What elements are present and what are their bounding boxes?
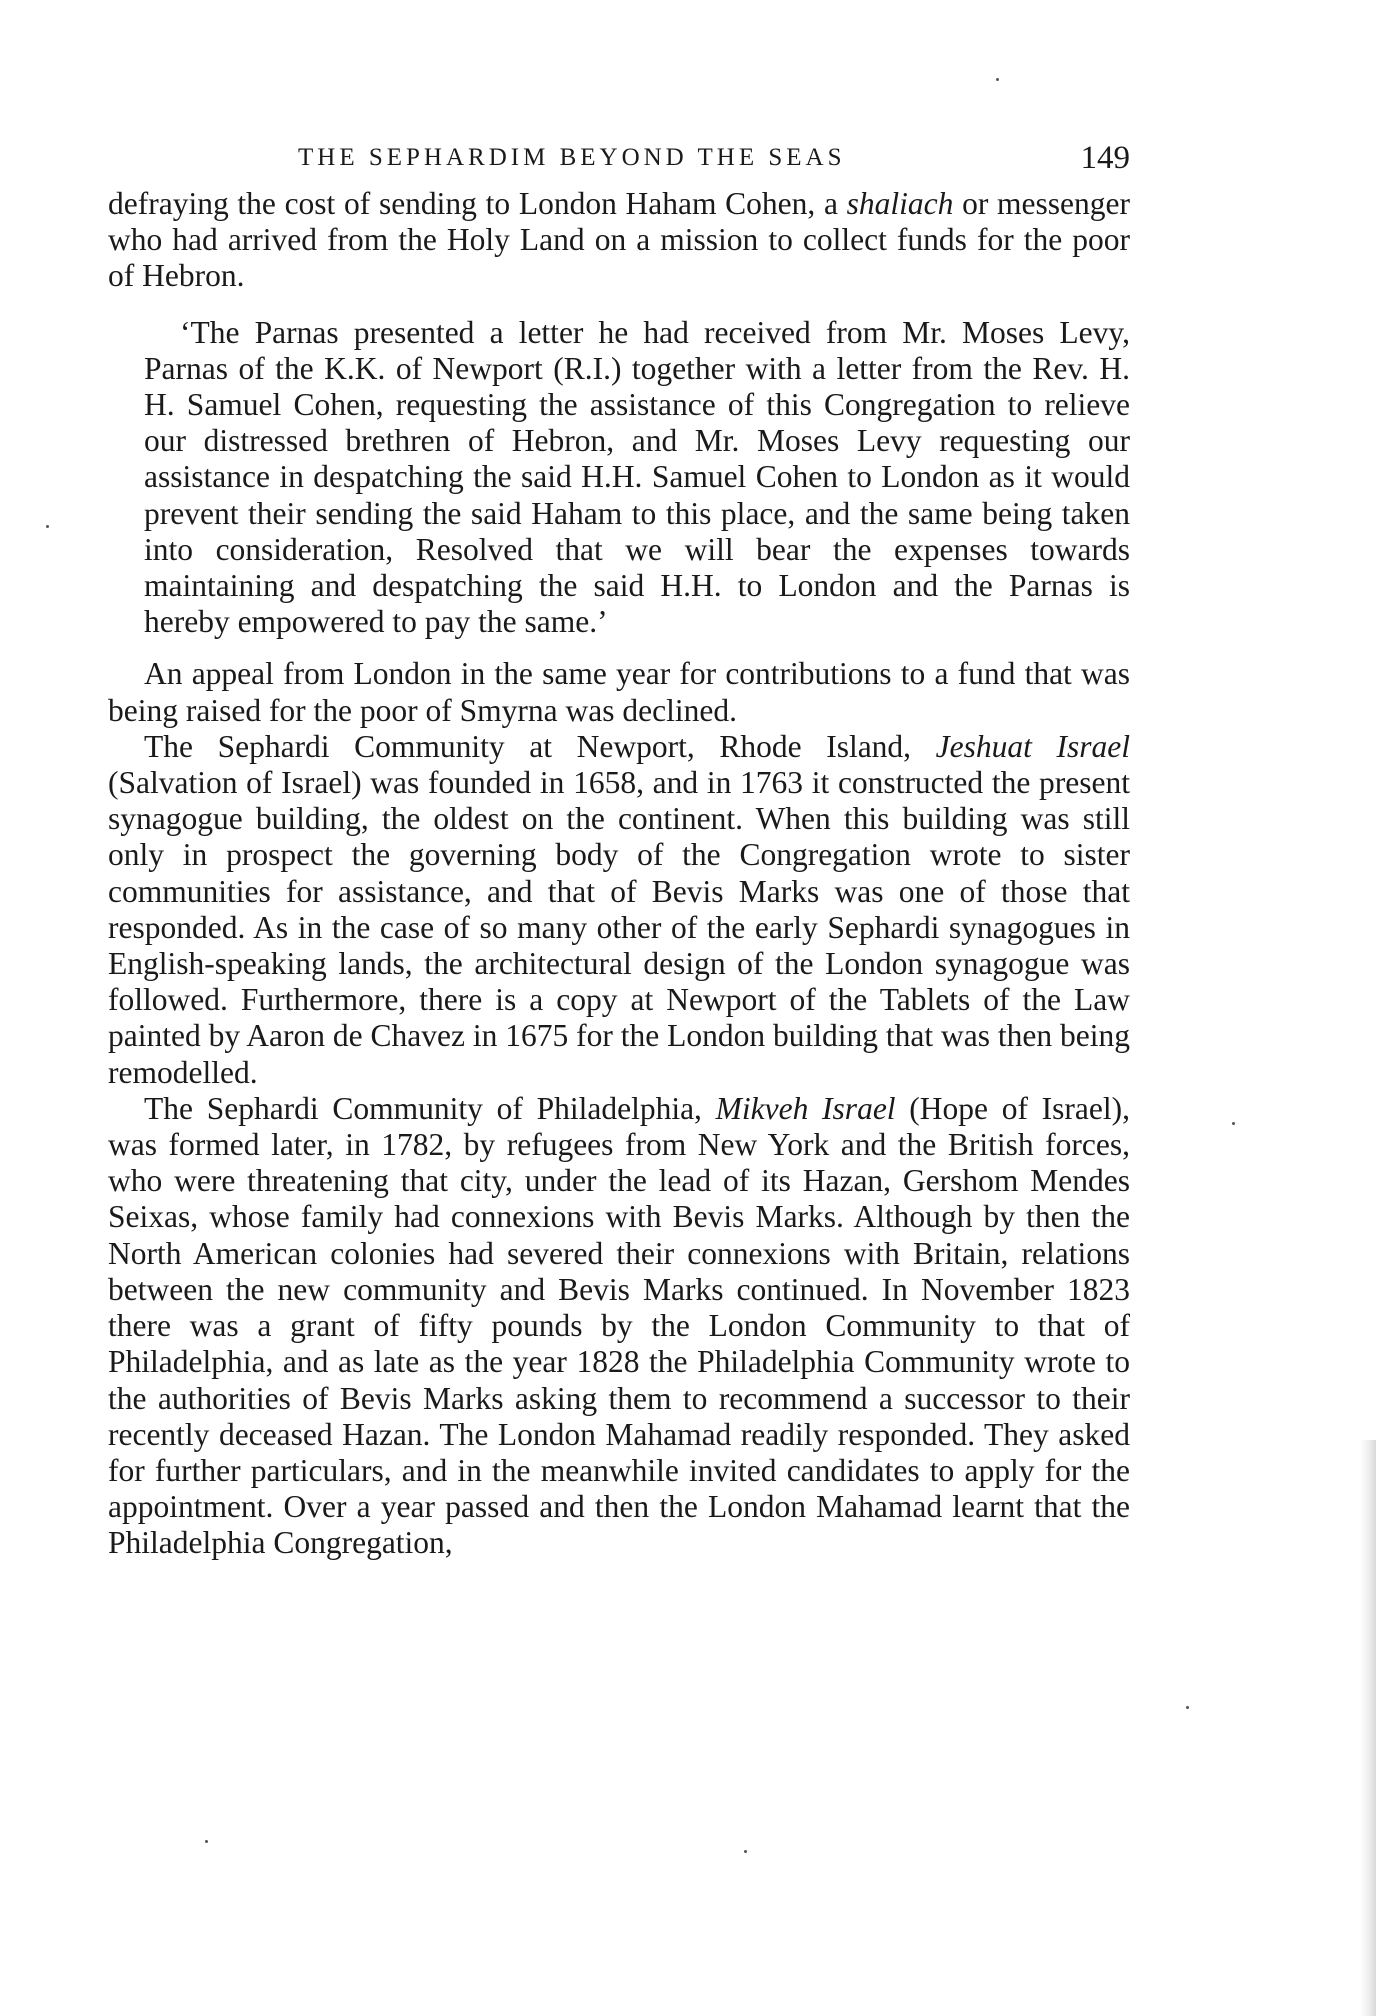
page-header <box>108 138 1130 178</box>
paragraph-newport: The Sephardi Community at Newport, Rhode Island, Jeshuat Israel (Salvation of Israel) was founded in 1658, and in 1763 it constructed the present synagogue building, the oldest on the continent. When this building was still only in prospect the governing body of the Congregation wrote to sister communities for assistance, and that of Bevis Marks was one of those that responded. As in the case of so many other of the early Sephardi synagogues in English-speaking lands, the architectural design of the London synagogue was followed. Furthermore, there is a copy at Newport of the Tablets of the Law painted by Aaron de Chavez in 1675 for the London building that was then being remodelled. <box>108 728 1130 1090</box>
italic-term: Mikveh Israel <box>715 1090 896 1126</box>
scan-speck <box>1232 1122 1235 1125</box>
paragraph-philadelphia: The Sephardi Community of Philadelphia, Mikveh Israel (Hope of Israel), was formed later, in 1782, by refugees from New York and the British forces, who were threatening that city, under the lead of its Hazan, Gershom Mendes Seixas, whose family had connexions with Bevis Marks. Although by then the North American colonies had severed their connexions with Britain, relations between the new community and Bevis Marks continued. In November 1823 there was a grant of fifty pounds by the London Community to that of Philadelphia, and as late as the year 1828 the Philadelphia Community wrote to the authorities of Bevis Marks asking them to recommend a successor to their recently deceased Hazan. The London Mahamad readily responded. They asked for further particulars, and in the meanwhile invited candidates to apply for the appointment. Over a year passed and then the London Mahamad learnt that the Philadelphia Congregation, <box>108 1090 1130 1561</box>
scan-speck <box>744 1850 747 1853</box>
scan-speck <box>1186 1706 1189 1709</box>
running-head: THE SEPHARDIM BEYOND THE SEAS <box>298 144 846 171</box>
body-text <box>108 186 1130 1562</box>
paragraph-continued: defraying the cost of sending to London Haham Cohen, a shaliach or messenger who had arrived from the Holy Land on a mission to collect funds for the poor of Hebron. <box>108 186 1130 294</box>
scan-speck <box>996 78 999 81</box>
block-quote: ‘The Parnas presented a letter he had received from Mr. Moses Levy, Parnas of the K.K. of Newport (R.I.) together with a letter from the Rev. H. H. Samuel Cohen, requesting the assistance of this Congregation to relieve our distressed brethren of Hebron, and Mr. Moses Levy requesting our assistance in despatching the said H.H. Samuel Cohen to London as it would prevent their sending the said Haham to this place, and the same being taken into consideration, Resolved that we will bear the expenses towards maintaining and despatching the said H.H. to London and the Parnas is hereby empowered to pay the same.’ <box>144 314 1130 640</box>
scan-speck <box>205 1840 208 1843</box>
paragraph-smyrna: An appeal from London in the same year for contributions to a fund that was being raised for the poor of Smyrna was declined. <box>108 656 1130 728</box>
page-edge-shadow <box>1360 1440 1376 2016</box>
scan-speck <box>46 525 49 528</box>
italic-term: shaliach <box>846 186 954 221</box>
italic-term: Jeshuat Israel <box>935 728 1130 764</box>
page-number: 149 <box>1080 140 1130 176</box>
